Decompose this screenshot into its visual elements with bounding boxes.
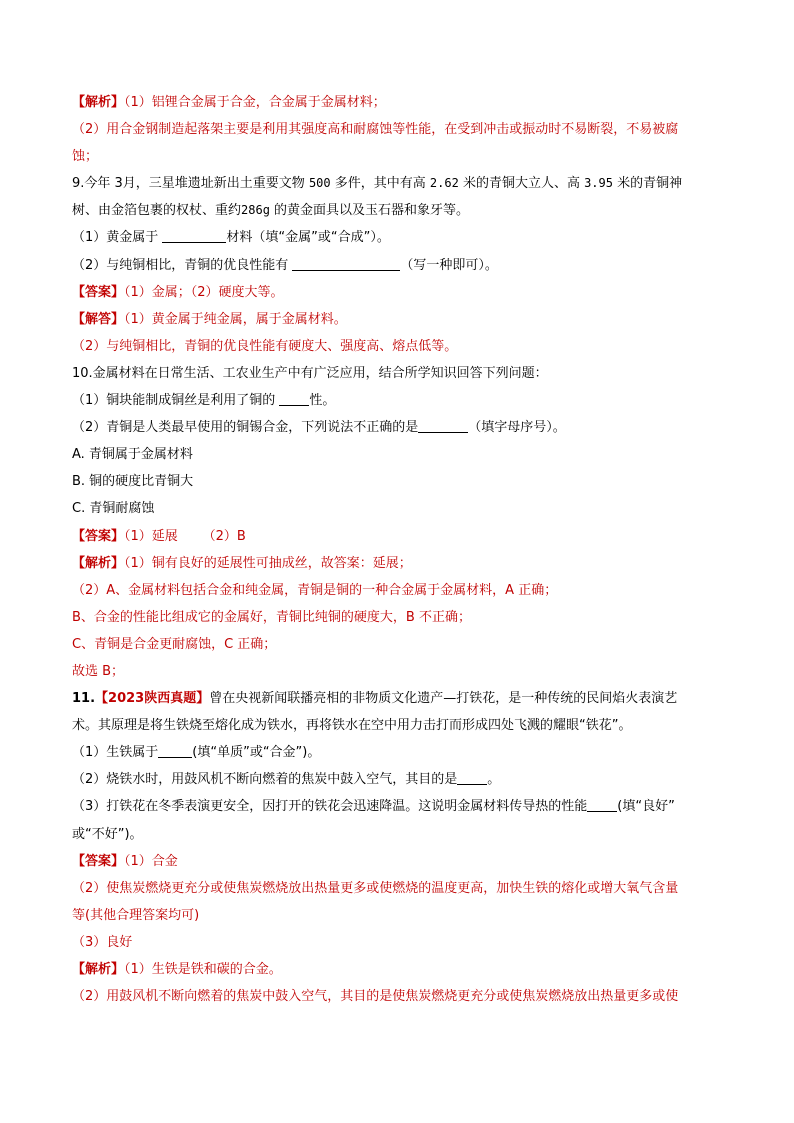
- analysis-line: 故选 B；: [72, 663, 125, 679]
- answer-blank[interactable]: [162, 228, 226, 243]
- answer-line: （2）使焦炭燃烧更充分或使焦炭燃烧放出热量更多或使燃烧的温度更高，加快生铁的熔化或增大氧气含量: [72, 880, 679, 896]
- question-11-part-3: （3）打铁花在冬季表演更安全，因打开的铁花会迅速降温。这说明金属材料传导热的性能 (填“良好”: [72, 799, 675, 815]
- analysis-tag: 【解析】: [72, 555, 125, 571]
- analysis-line: （2）用鼓风机不断向燃着的焦炭中鼓入空气，其目的是使焦炭燃烧更充分或使焦炭燃烧放出热量更多或使: [72, 989, 679, 1005]
- answer-tag: 【答案】: [72, 853, 125, 869]
- analysis-line: （2）用合金钢制造起落架主要是利用其强度高和耐腐蚀等性能，在受到冲击或振动时不易断裂，不易被腐: [72, 122, 679, 138]
- analysis-line: B、合金的性能比组成它的金属好，青铜比纯铜的硬度大，B 不正确；: [72, 609, 471, 625]
- analysis-line: 【解析】（1）生铁是铁和碳的合金。: [72, 962, 282, 977]
- answer-blank[interactable]: [587, 797, 617, 812]
- analysis-line: 蚀；: [72, 149, 99, 165]
- option-a: A. 青铜属于金属材料: [72, 447, 193, 463]
- answer-line: 等(其他合理答案均可): [72, 907, 200, 923]
- analysis-line: [72, 89, 732, 116]
- analysis-line: C、青铜是合金更耐腐蚀，C 正确；: [72, 636, 277, 652]
- solution-line: 【解答】（1）黄金属于纯金属，属于金属材料。: [72, 311, 347, 327]
- analysis-tag: 【解析】: [72, 962, 125, 977]
- analysis-line: 【解析】（1）铜有良好的延展性可抽成丝，故答案：延展；: [72, 555, 412, 571]
- analysis-tag: 【解析】: [72, 95, 125, 110]
- answer-line: （3）良好: [72, 934, 133, 950]
- option-b: B. 铜的硬度比青铜大: [72, 474, 194, 490]
- question-11-part-2: （2）烧铁水时，用鼓风机不断向燃着的焦炭中鼓入空气，其目的是 。: [72, 772, 501, 788]
- solution-line: （2）与纯铜相比，青铜的优良性能有硬度大、强度高、熔点低等。: [72, 338, 458, 354]
- question-10-part-2: （2）青铜是人类最早使用的铜锡合金，下列说法不正确的是 （填字母序号）。: [72, 420, 566, 436]
- question-11-stem: 术。其原理是将生铁烧至熔化成为铁水，再将铁水在空中用力击打而形成四处飞溅的耀眼“铁花”。: [72, 718, 632, 734]
- answer-line: 【答案】（1）合金: [72, 853, 178, 869]
- analysis-line: （2）A、金属材料包括合金和纯金属，青铜是铜的一种合金属于金属材料，A 正确；: [72, 582, 558, 598]
- document-page: [72, 89, 732, 1010]
- answer-line: 【答案】（1）金属；（2）硬度大等。: [72, 284, 284, 300]
- question-10-part-1: （1）铜块能制成铜丝是利用了铜的 性。: [72, 393, 336, 409]
- question-11-part-1: （1）生铁属于 (填“单质”或“合金”)。: [72, 745, 321, 761]
- answer-blank[interactable]: [279, 391, 309, 406]
- question-9-part-2: （2）与纯铜相比，青铜的优良性能有 （写一种即可）。: [72, 257, 498, 273]
- answer-blank[interactable]: [418, 418, 468, 433]
- answer-blank[interactable]: [158, 743, 192, 758]
- answer-line: 【答案】（1）延展 （2）B: [72, 528, 246, 544]
- question-11-part-3: 或“不好”)。: [72, 826, 143, 842]
- option-c: C. 青铜耐腐蚀: [72, 501, 155, 517]
- solution-tag: 【解答】: [72, 311, 125, 327]
- question-9-part-1: （1）黄金属于 材料（填“金属”或“合成”）。: [72, 230, 390, 246]
- analysis-text: （1）铝锂合金属于合金，合金属于金属材料；: [124, 95, 386, 110]
- answer-blank[interactable]: [292, 256, 400, 271]
- answer-tag: 【答案】: [72, 528, 125, 544]
- answer-blank[interactable]: [457, 770, 487, 785]
- answer-tag: 【答案】: [72, 284, 125, 300]
- source-tag: 【2023陕西真题】: [95, 691, 210, 707]
- question-11-stem: 11.【2023陕西真题】曾在央视新闻联播亮相的非物质文化遗产—打铁花，是一种传统的民间焰火表演艺: [72, 691, 678, 707]
- question-10-stem: 10.金属材料在日常生活、工农业生产中有广泛应用，结合所学知识回答下列问题：: [72, 365, 548, 381]
- question-9-stem: 9.今年 3月，三星堆遗址新出土重要文物 500 多件，其中有高 2.62 米的青铜大立人、高 3.95 米的青铜神: [72, 176, 683, 192]
- question-9-stem: 树、由金箔包裹的权杖、重约286g 的黄金面具以及玉石器和象牙等。: [72, 203, 470, 219]
